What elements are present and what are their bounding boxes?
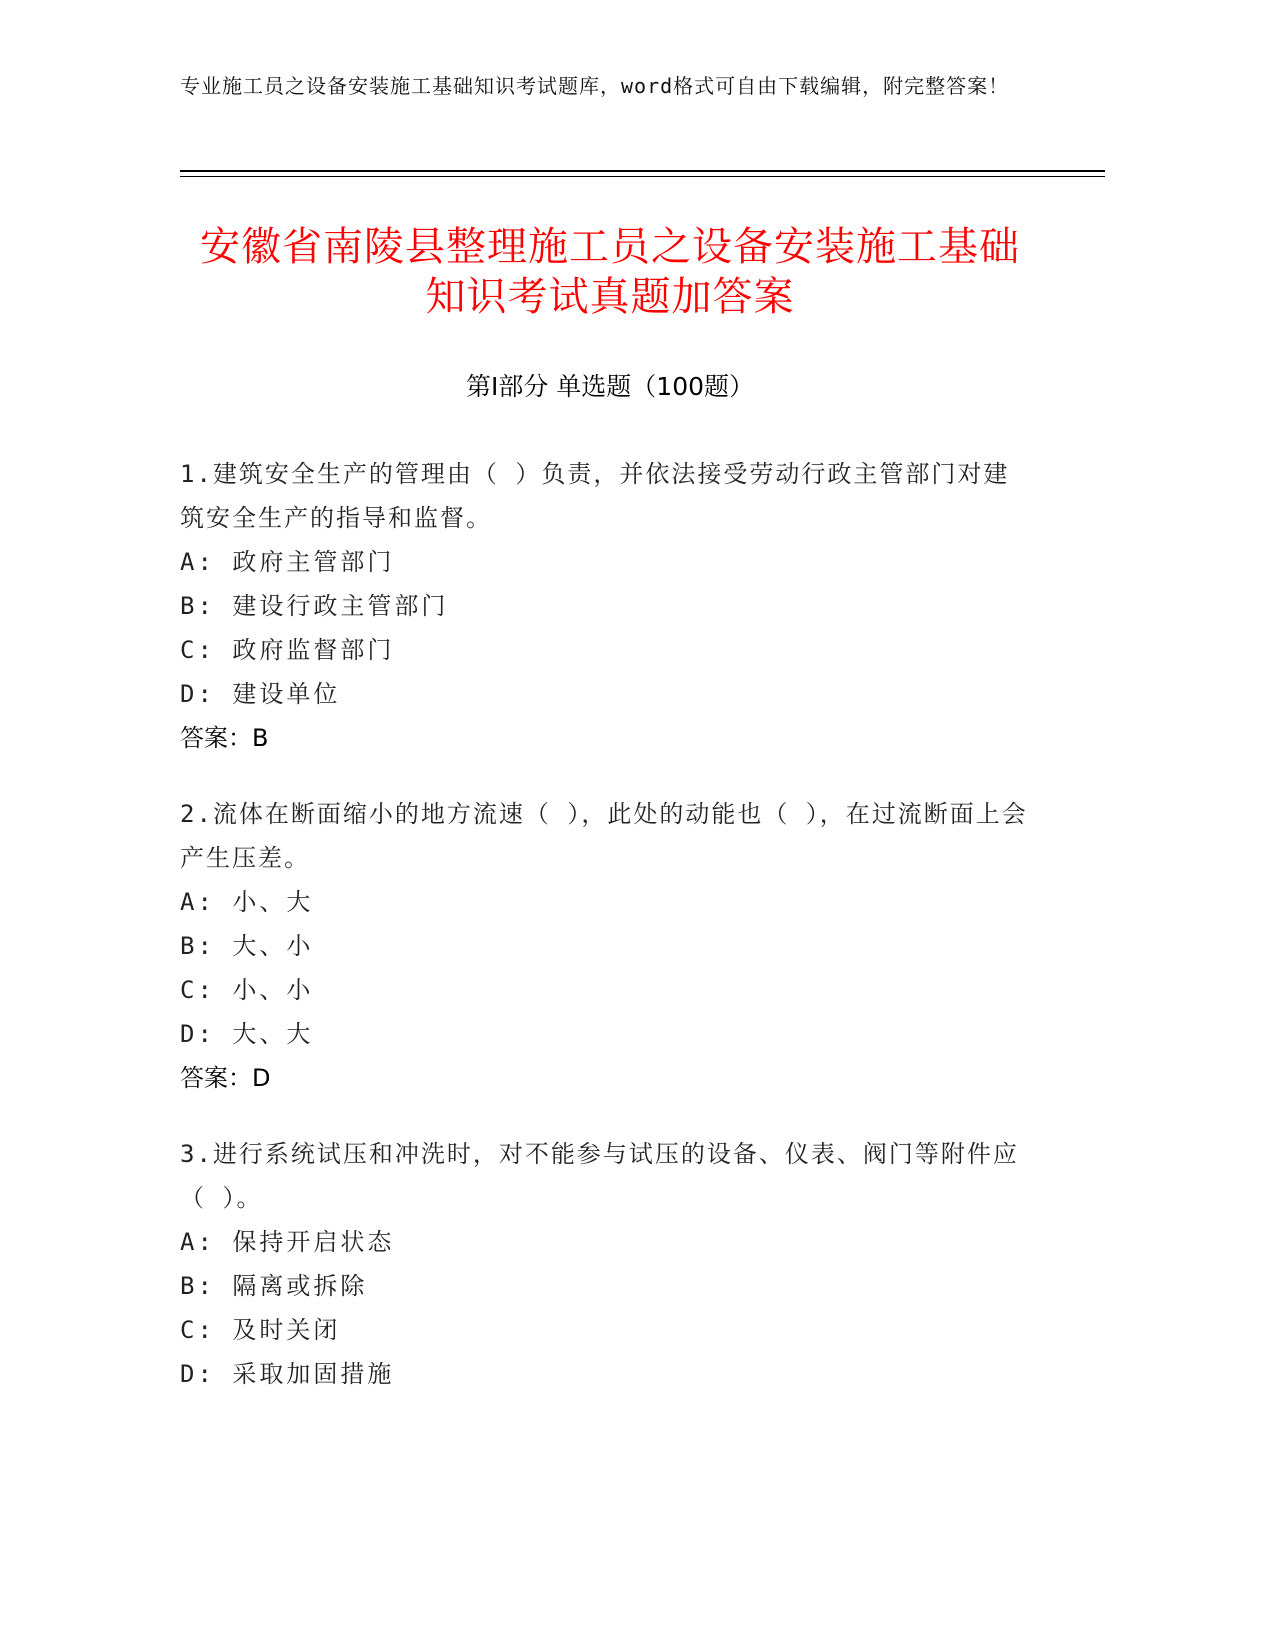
question-text: 2.流体在断面缩小的地方流速（ ），此处的动能也（ ），在过流断面上会产生压差。 <box>180 800 1028 872</box>
question-1 <box>180 452 1030 760</box>
question-text: 1.建筑安全生产的管理由（ ）负责，并依法接受劳动行政主管部门对建筑安全生产的指导和监督。 <box>180 460 1010 532</box>
option-c: C: 小、小 <box>180 976 314 1004</box>
question-3 <box>180 1132 1030 1396</box>
option-c: C: 及时关闭 <box>180 1316 341 1344</box>
question-list <box>180 452 1030 1428</box>
question-2 <box>180 792 1030 1100</box>
question-text: 3.进行系统试压和冲洗时，对不能参与试压的设备、仪表、阀门等附件应（ ）。 <box>180 1140 1019 1212</box>
option-a: A: 保持开启状态 <box>180 1228 395 1256</box>
answer: 答案：B <box>180 724 269 752</box>
header-divider-thin <box>180 176 1105 177</box>
option-b: B: 隔离或拆除 <box>180 1272 368 1300</box>
header-note: 专业施工员之设备安装施工基础知识考试题库，word格式可自由下载编辑，附完整答案！ <box>180 74 1010 98</box>
section-heading: 第Ⅰ部分 单选题（100题） <box>465 372 755 401</box>
option-a: A: 政府主管部门 <box>180 548 395 576</box>
answer: 答案：D <box>180 1064 271 1092</box>
option-d: D: 大、大 <box>180 1020 314 1048</box>
option-c: C: 政府监督部门 <box>180 636 395 664</box>
header-divider-thick <box>180 170 1105 172</box>
option-d: D: 采取加固措施 <box>180 1360 395 1388</box>
document-title: 安徽省南陵县整理施工员之设备安装施工基础知识考试真题加答案 <box>200 224 1020 320</box>
option-b: B: 大、小 <box>180 932 314 960</box>
option-a: A: 小、大 <box>180 888 314 916</box>
option-d: D: 建设单位 <box>180 680 341 708</box>
option-b: B: 建设行政主管部门 <box>180 592 449 620</box>
